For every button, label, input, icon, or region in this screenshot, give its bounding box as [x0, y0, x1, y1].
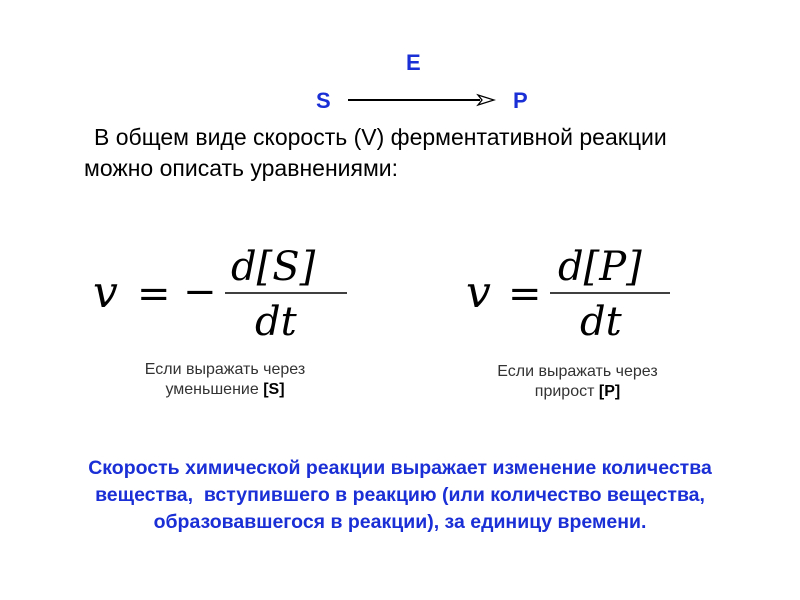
caption-product [455, 362, 700, 402]
formula-right-equals: = [508, 271, 542, 317]
caption-right-line-1: Если выражать через [497, 363, 658, 380]
formula-substrate [85, 235, 365, 345]
product-label: P [513, 88, 528, 113]
caption-right-text: прирост [534, 383, 599, 400]
formula-left-minus: − [183, 269, 217, 315]
conclusion-line-1: Скорость химической реакции выражает изменение количества [88, 457, 712, 479]
conclusion-line-3: образовавшегося в реакции), за единицу времени. [153, 511, 647, 533]
conclusion-line-2: вещества, вступившего в реакцию (или количество вещества, [95, 484, 705, 506]
reaction-arrow-icon [346, 93, 496, 107]
caption-left-line-1: Если выражать через [144, 361, 306, 378]
caption-left-text: уменьшение [165, 381, 264, 398]
caption-substrate [100, 360, 350, 400]
formula-left-lhs: v [93, 267, 118, 318]
caption-left-line-2 [100, 380, 350, 400]
caption-left-bold: [S] [263, 381, 285, 398]
formula-left-equals: = [137, 271, 171, 317]
formula-right-numerator: d[P] [558, 244, 642, 290]
formula-right-denominator: dt [580, 299, 622, 345]
formula-right-lhs: v [466, 267, 491, 318]
formula-left-numerator: d[S] [231, 244, 316, 290]
intro-text [84, 122, 774, 184]
intro-line-1: В общем виде скорость (V) ферментативной реакции [94, 124, 667, 150]
enzyme-label: E [406, 50, 421, 75]
formula-product [462, 235, 682, 345]
intro-line-2: можно описать уравнениями: [84, 155, 398, 181]
conclusion-text [20, 455, 780, 536]
formula-left-denominator: dt [255, 299, 297, 345]
caption-right-line-2 [455, 382, 700, 402]
substrate-label: S [316, 88, 331, 113]
caption-right-bold: [P] [598, 383, 621, 400]
